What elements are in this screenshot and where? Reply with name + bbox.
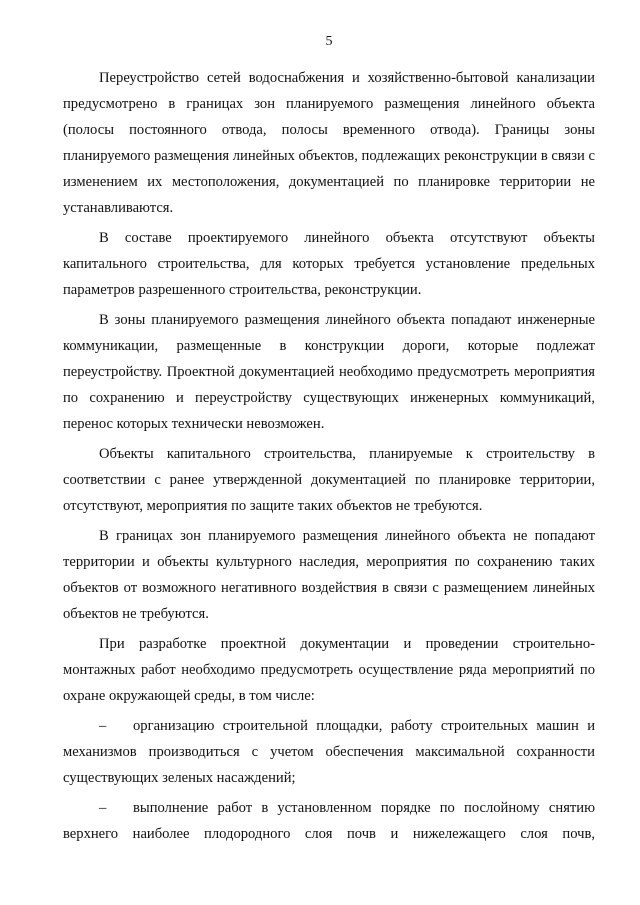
list-item-text: организацию строительной площадки, работу строительных машин и механизмов производиться с учетом обеспечения максимальной сохранности существующих зеленых насаждений; [63,718,595,786]
paragraph-engineering-utilities: В зоны планируемого размещения линейного объекта попадают инженерные коммуникации, размещенные в конструкции дороги, которые подлежат переустройству. Проектной документацией необходимо предусмотреть мероприятия по сохранению и переустройству существующих инженерных коммуникаций, перенос которых технически невозможен. [63,312,595,432]
paragraph-water-sewer-relocation: Переустройство сетей водоснабжения и хозяйственно-бытовой канализации предусмотрено в границах зон планируемого размещения линейного объекта (полосы постоянного отвода, полосы временного отвода). Границы зоны планируемого размещения линейных объектов, подлежащих реконструкции в связи с изменением их местоположения, документацией по планировке территории не устанавливаются. [63,70,595,216]
list-item [63,795,595,847]
paragraph-environmental-measures: При разработке проектной документации и проведении строительно-монтажных работ необходимо предусмотреть осуществление ряда мероприятий по охране окружающей среды, в том числе: [63,636,595,704]
paragraph-cultural-heritage: В границах зон планируемого размещения линейного объекта не попадают территории и объекты культурного наследия, мероприятия по сохранению таких объектов от возможного негативного воздействия в связи с размещением линейных объектов не требуются. [63,528,595,622]
list-dash: – [99,718,107,734]
list-dash: – [99,800,107,816]
list-item-text: выполнение работ в установленном порядке по послойному снятию верхнего наиболее плодородного слоя почв и нижележащего слоя почв, [63,800,595,842]
paragraph-no-capital-objects: В составе проектируемого линейного объекта отсутствуют объекты капитального строительства, для которых требуется установление предельных параметров разрешенного строительства, реконструкции. [63,230,595,298]
page-number: 5 [325,34,333,49]
list-item [63,713,595,791]
paragraph-planned-capital-objects: Объекты капитального строительства, планируемые к строительству в соответствии с ранее утвержденной документацией по планировке территории, отсутствуют, мероприятия по защите таких объектов не требуются. [63,446,595,514]
